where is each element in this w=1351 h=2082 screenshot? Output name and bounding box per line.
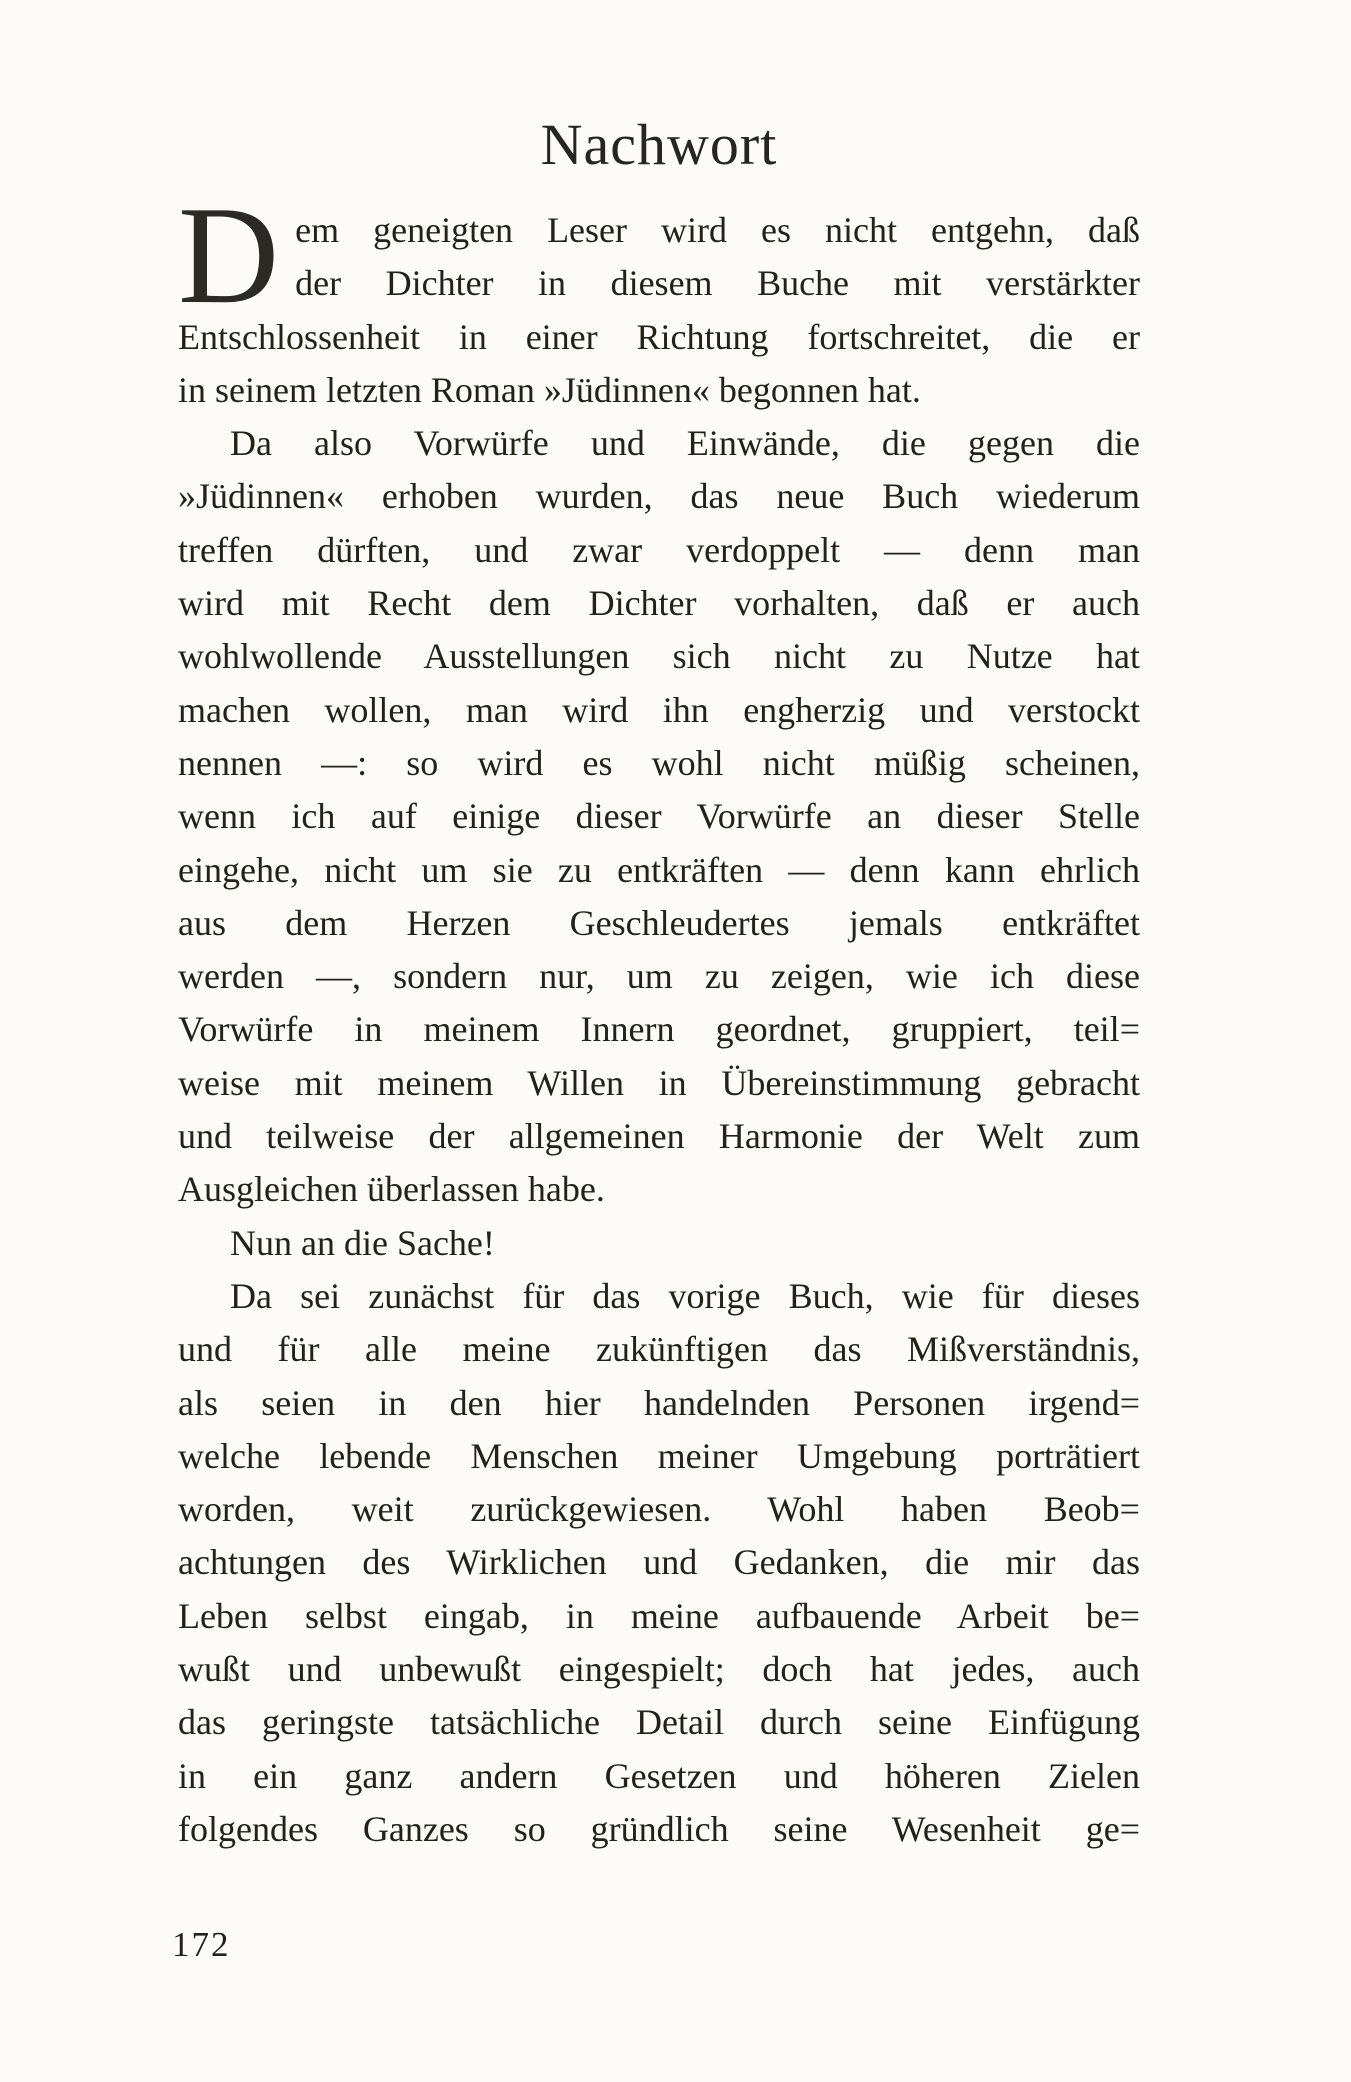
text-line: em geneigten Leser wird es nicht entgehn, daß	[295, 210, 1140, 250]
text-line: weise mit meinem Willen in Übereinstimmung gebracht	[178, 1062, 1140, 1103]
text-line: und für alle meine zukünftigen das Mißverständnis,	[178, 1329, 1140, 1370]
text-line: in ein ganz andern Gesetzen und höheren Zielen	[178, 1755, 1140, 1796]
text-line: treffen dürften, und zwar verdoppelt — denn man	[178, 529, 1140, 570]
text-line: als seien in den hier handelnden Personen irgend=	[178, 1382, 1140, 1423]
text-line: folgendes Ganzes so gründlich seine Wesenheit ge=	[178, 1808, 1140, 1849]
text-line: welche lebende Menschen meiner Umgebung porträtiert	[178, 1435, 1140, 1476]
text-line: das geringste tatsächliche Detail durch seine Einfügung	[178, 1702, 1140, 1743]
text-line: worden, weit zurückgewiesen. Wohl haben Beob=	[178, 1489, 1140, 1530]
page-number: 172	[172, 1925, 231, 1964]
text-line: machen wollen, man wird ihn engherzig und verstockt	[178, 689, 1140, 730]
text-line: Vorwürfe in meinem Innern geordnet, gruppiert, teil=	[178, 1009, 1140, 1050]
text-line: wohlwollende Ausstellungen sich nicht zu Nutze hat	[178, 636, 1140, 677]
page-title: Nachwort	[540, 112, 778, 177]
paragraph-1	[178, 178, 1140, 417]
text-line: »Jüdinnen« erhoben wurden, das neue Buch wiederum	[178, 476, 1140, 517]
text-line: Nun an die Sache!	[230, 1222, 495, 1263]
drop-cap: D	[178, 178, 280, 333]
text-line: Ausgleichen überlassen habe.	[178, 1169, 605, 1210]
text-line: Leben selbst eingab, in meine aufbauende Arbeit be=	[178, 1595, 1140, 1636]
text-line: Da also Vorwürfe und Einwände, die gegen die	[230, 423, 1140, 464]
text-line: aus dem Herzen Geschleudertes jemals entkräftet	[178, 902, 1140, 943]
paragraph-3	[178, 1217, 1140, 1270]
text-line: nennen —: so wird es wohl nicht müßig scheinen,	[178, 742, 1140, 783]
text-line: der Dichter in diesem Buche mit verstärkter	[295, 263, 1140, 304]
text-line: und teilweise der allgemeinen Harmonie der Welt zum	[178, 1116, 1140, 1157]
paragraph-2	[178, 417, 1140, 1216]
text-line: wußt und unbewußt eingespielt; doch hat jedes, auch	[178, 1649, 1140, 1690]
text-line: werden —, sondern nur, um zu zeigen, wie ich diese	[178, 956, 1140, 997]
text-line: achtungen des Wirklichen und Gedanken, die mir das	[178, 1542, 1140, 1583]
text-line: Da sei zunächst für das vorige Buch, wie für dieses	[230, 1275, 1140, 1316]
text-line: wird mit Recht dem Dichter vorhalten, daß er auch	[178, 583, 1140, 624]
text-line: wenn ich auf einige dieser Vorwürfe an dieser Stelle	[178, 796, 1140, 837]
text-line: Entschlossenheit in einer Richtung fortschreitet, die er	[178, 316, 1140, 357]
text-block	[178, 178, 1140, 1856]
paragraph-4	[178, 1270, 1140, 1856]
text-line: eingehe, nicht um sie zu entkräften — denn kann ehrlich	[178, 849, 1140, 890]
text-line: in seinem letzten Roman »Jüdinnen« begonnen hat.	[178, 369, 921, 410]
